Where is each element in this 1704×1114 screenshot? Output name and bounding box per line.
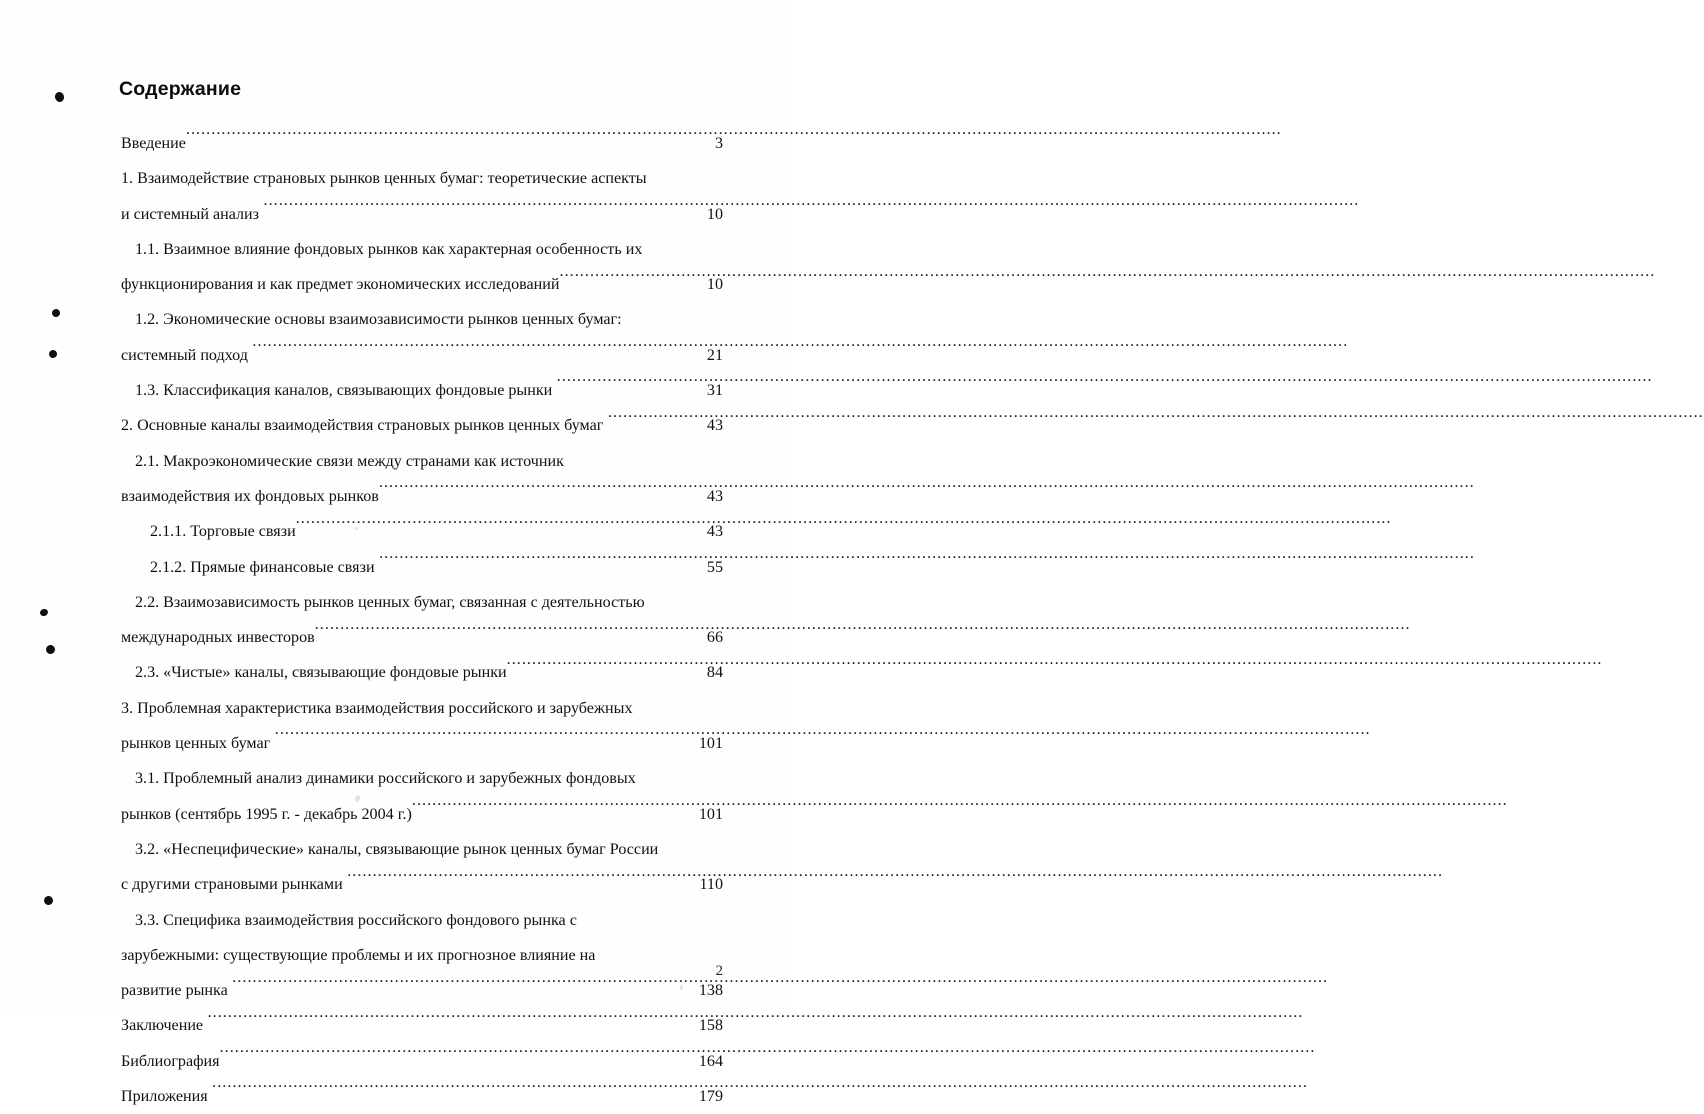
page-title: Содержание	[119, 78, 242, 100]
toc-entry-label: 3.1. Проблемный анализ динамики российского и зарубежных фондовых	[135, 770, 636, 788]
toc-entry-page: 31	[706, 382, 723, 400]
toc-entry	[121, 903, 723, 938]
toc-dot-leader	[379, 555, 706, 571]
scan-artifact-dot	[39, 608, 49, 617]
toc-dot-leader	[220, 1050, 698, 1066]
toc-entry	[121, 408, 723, 443]
toc-entry-label: рынков (сентябрь 1995 г. - декабрь 2004 г.)	[121, 805, 412, 823]
toc-dot-leader	[232, 979, 698, 995]
toc-entry-label: Библиография	[121, 1052, 220, 1070]
toc-dot-leader	[208, 1014, 698, 1030]
toc-dot-leader	[252, 344, 705, 360]
scan-artifact-dot	[51, 308, 61, 318]
toc-dot-leader	[507, 661, 706, 677]
toc-entry-label: системный подход	[121, 346, 248, 364]
toc-entry-page: 138	[698, 982, 723, 1000]
toc-entry-page: 179	[698, 1088, 723, 1106]
toc-entry-page: 43	[706, 417, 723, 435]
toc-entry	[121, 655, 723, 690]
toc-entry-label: Заключение	[121, 1017, 204, 1035]
toc-dot-leader	[296, 520, 706, 536]
toc-entry-label: 1.2. Экономические основы взаимозависимости рынков ценных бумаг:	[135, 311, 622, 329]
toc-entry-label: зарубежными: существующие проблемы и их прогнозное влияние на	[121, 946, 596, 964]
toc-entry-label: функционирования и как предмет экономических исследований	[121, 276, 560, 294]
toc-entry-label: 2. Основные каналы взаимодействия страновых рынков ценных бумаг	[121, 417, 604, 435]
toc-entry-label: развитие рынка	[121, 982, 228, 1000]
toc-entry-page: 43	[706, 487, 723, 505]
toc-entry-page: 101	[698, 735, 723, 753]
toc-entry	[121, 197, 723, 232]
toc-entry-label: рынков ценных бумаг	[121, 735, 271, 753]
toc-dot-leader	[557, 379, 706, 395]
toc-entry-label: 2.3. «Чистые» каналы, связывающие фондовые рынки	[135, 664, 507, 682]
scan-artifact-dot	[48, 349, 58, 359]
toc-entry-label: взаимодействия их фондовых рынков	[121, 487, 379, 505]
toc-entry-page: 21	[706, 346, 723, 364]
toc-entry-label: с другими страновыми рынками	[121, 876, 343, 894]
toc-dot-leader	[264, 203, 706, 219]
toc-entry-label: 1. Взаимодействие страновых рынков ценных бумаг: теоретические аспекты	[121, 170, 647, 188]
scanned-page	[0, 0, 792, 1106]
toc-entry-label: Приложения	[121, 1088, 208, 1106]
toc-entry-page: 3	[714, 135, 723, 152]
toc-entry	[121, 1079, 723, 1114]
toc-entry-page: 84	[706, 664, 723, 682]
toc-entry-page: 55	[706, 558, 723, 576]
toc-entry-page: 43	[706, 523, 723, 541]
scan-artifact-dot	[43, 895, 54, 906]
toc-entry-label: 1.3. Классификация каналов, связывающих фондовые рынки	[135, 382, 553, 400]
page-number: 2	[715, 963, 723, 979]
scan-artifact-dot	[54, 91, 66, 103]
table-of-contents	[121, 126, 723, 1114]
toc-entry-label: 2.2. Взаимозависимость рынков ценных бумаг, связанная с деятельностью	[135, 593, 645, 611]
toc-dot-leader	[560, 273, 706, 289]
toc-entry-label: 3.2. «Неспецифические» каналы, связывающие рынок ценных бумаг России	[135, 840, 659, 858]
scan-artifact-dot	[45, 644, 56, 655]
toc-entry	[121, 126, 723, 161]
toc-dot-leader	[315, 626, 706, 642]
toc-dot-leader	[379, 485, 706, 501]
toc-entry-label: 1.1. Взаимное влияние фондовых рынков как характерная особенность их	[135, 240, 643, 258]
toc-entry-label: и системный анализ	[121, 205, 259, 223]
toc-entry-page: 158	[698, 1017, 723, 1035]
toc-entry-page: 101	[698, 805, 723, 823]
toc-entry-label: 2.1. Макроэкономические связи между странами как источник	[135, 452, 564, 470]
toc-entry	[121, 550, 723, 585]
toc-entry-page: 164	[698, 1052, 723, 1070]
toc-dot-leader	[608, 414, 706, 430]
toc-entry-label: 3.3. Специфика взаимодействия российского фондового рынка с	[135, 911, 577, 929]
toc-dot-leader	[212, 1085, 698, 1101]
toc-entry	[121, 797, 723, 832]
toc-entry-label: 3. Проблемная характеристика взаимодействия российского и зарубежных	[121, 699, 633, 717]
toc-dot-leader	[275, 732, 698, 748]
toc-entry	[121, 267, 723, 302]
toc-entry	[121, 867, 723, 902]
toc-entry-page: 66	[706, 629, 723, 647]
toc-entry-label: 2.1.2. Прямые финансовые связи	[150, 558, 375, 576]
toc-entry-label: Введение	[121, 135, 186, 152]
toc-entry-page: 10	[706, 276, 723, 294]
toc-dot-leader	[186, 132, 714, 148]
toc-entry	[121, 726, 723, 761]
toc-entry-page: 10	[706, 205, 723, 223]
toc-entry-label: 2.1.1. Торговые связи	[150, 523, 296, 541]
toc-entry-label: международных инвесторов	[121, 629, 315, 647]
toc-dot-leader	[347, 873, 698, 889]
toc-entry-page: 110	[699, 876, 723, 894]
toc-dot-leader	[412, 803, 698, 819]
